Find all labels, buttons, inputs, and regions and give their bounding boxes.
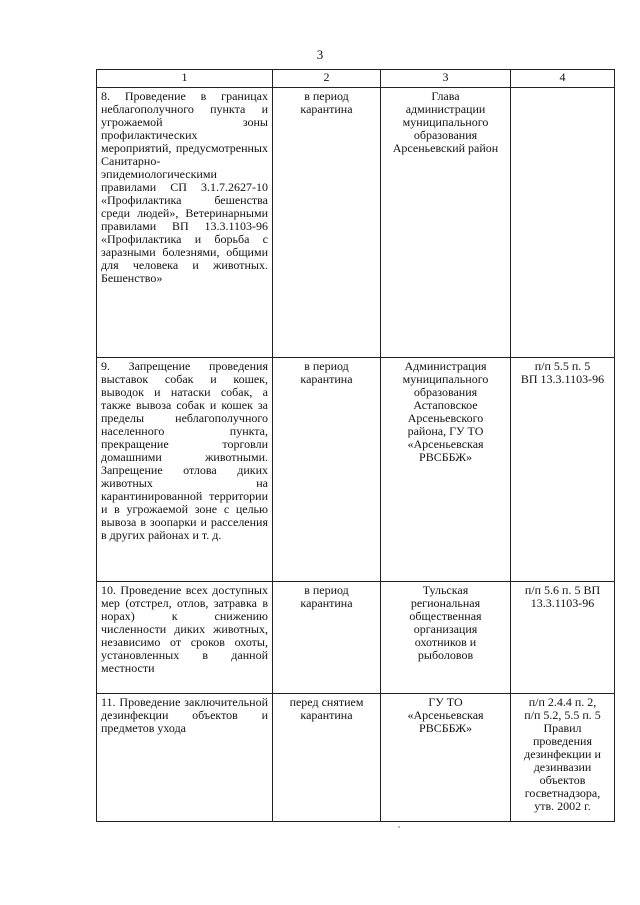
measure-timing: перед снятием карантина xyxy=(273,694,381,822)
measure-responsible: Глава администрации муниципального образования Арсеньевский район xyxy=(381,88,511,358)
measure-timing: в период карантина xyxy=(273,358,381,582)
table-row xyxy=(97,582,615,694)
column-header: 1 xyxy=(97,70,273,88)
measure-reference: п/п 2.4.4 п. 2, п/п 5.2, 5.5 п. 5 Правил проведения дезинфекции и дезинвазии объектов госветнадзора, утв. 2002 г. xyxy=(511,694,615,822)
table-row xyxy=(97,694,615,822)
measure-reference: п/п 5.6 п. 5 ВП 13.3.1103-96 xyxy=(511,582,615,694)
measure-reference: п/п 5.5 п. 5 ВП 13.3.1103-96 xyxy=(511,358,615,582)
measure-description: 11. Проведение заключительной дезинфекции объектов и предметов ухода xyxy=(97,694,273,822)
table-row xyxy=(97,358,615,582)
measure-timing: в период карантина xyxy=(273,88,381,358)
measure-responsible: Тульская региональная общественная организация охотников и рыболовов xyxy=(381,582,511,694)
measure-responsible: Администрация муниципального образования Астаповское Арсеньевского района, ГУ ТО «Арсеньевская РВСББЖ» xyxy=(381,358,511,582)
column-header: 2 xyxy=(273,70,381,88)
column-header: 4 xyxy=(511,70,615,88)
measure-timing: в период карантина xyxy=(273,582,381,694)
measure-description: 9. Запрещение проведения выставок собак и кошек, выводок и натаски собак, а также вывоза собак и кошек за пределы неблагополучного населенного пункта, прекращение торговли домашними животными. Запрещение отлова диких животных на карантинированной территории и в угрожаемой зоне с целью вывоза в зоопарки и расселения в других районах и т. д. xyxy=(97,358,273,582)
measure-responsible: ГУ ТО «Арсеньевская РВСББЖ» xyxy=(381,694,511,822)
measure-description: 10. Проведение всех доступных мер (отстрел, отлов, затравка в норах) к снижению численности диких животных, независимо от сроков охоты, установленных в данной местности xyxy=(97,582,273,694)
measures-table xyxy=(96,69,615,822)
table-header-row xyxy=(97,70,615,88)
scan-speck xyxy=(398,826,400,828)
table-row xyxy=(97,88,615,358)
measure-reference xyxy=(511,88,615,358)
column-header: 3 xyxy=(381,70,511,88)
page-number: 3 xyxy=(316,47,324,62)
measure-description: 8. Проведение в границах неблагополучного пункта и угрожаемой зоны профилактических мероприятий, предусмотренных Санитарно-эпидемиологическими правилами СП 3.1.7.2627-10 «Профилактика бешенства среди людей», Ветеринарными правилами ВП 13.3.1103-96 «Профилактика и борьба с заразными болезнями, общими для человека и животных. Бешенство» xyxy=(97,88,273,358)
